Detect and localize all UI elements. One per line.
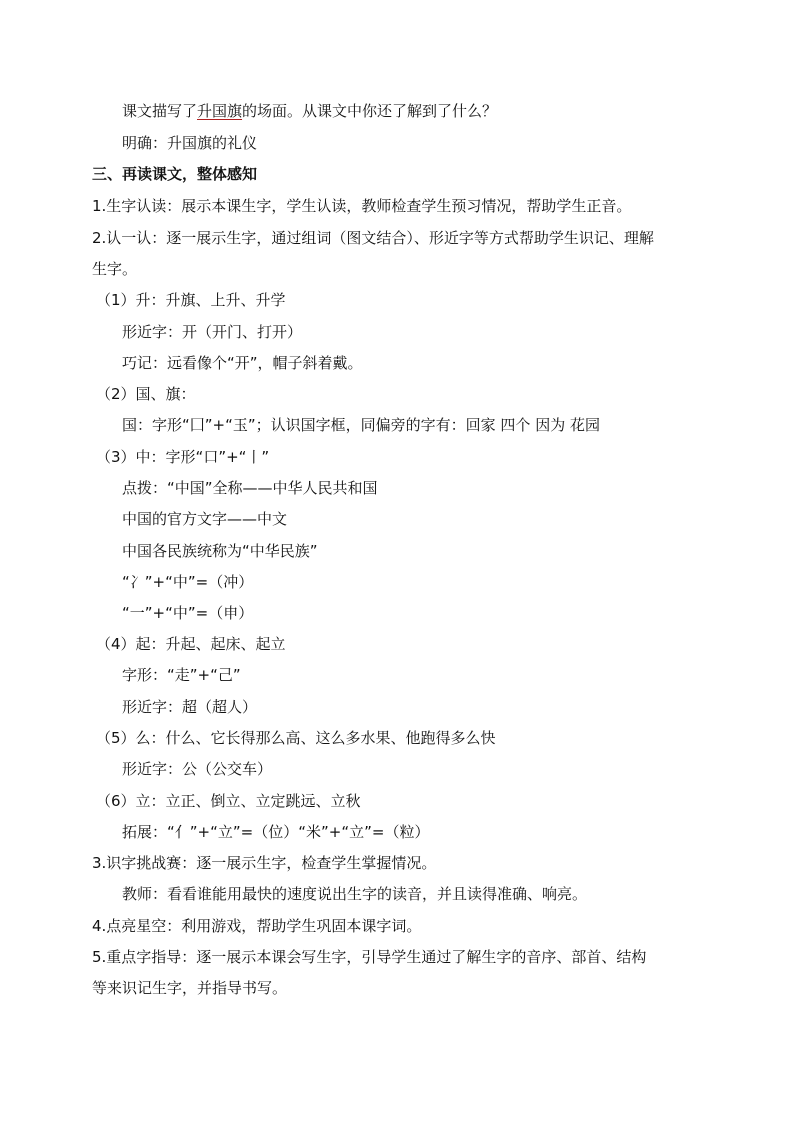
answer-line: 明确：升国旗的礼仪 [122, 134, 258, 152]
step-5-continued: 等来识记生字，并指导书写。 [92, 979, 288, 997]
item-5: （5）么：什么、它长得那么高、这么多水果、他跑得多么快 [96, 729, 496, 747]
item-3-nation: 中国各民族统称为“中华民族” [122, 542, 318, 560]
item-2: （2）国、旗： [96, 385, 196, 403]
step-4: 4.点亮星空：利用游戏，帮助学生巩固本课字词。 [92, 917, 422, 935]
item-3-combo-1: “冫”+“中”=（冲） [122, 573, 254, 591]
item-3-language: 中国的官方文字——中文 [122, 510, 288, 528]
step-1: 1.生字认读：展示本课生字，学生认读，教师检查学生预习情况，帮助学生正音。 [92, 197, 632, 215]
item-3-tip: 点拨：“中国”全称——中华人民共和国 [122, 479, 378, 497]
step-2-continued: 生字。 [92, 260, 138, 278]
item-4: （4）起：升起、起床、起立 [96, 635, 286, 653]
step-3-teacher: 教师：看看谁能用最快的速度说出生字的读音，并且读得准确、响亮。 [122, 885, 588, 903]
item-4-similar: 形近字：超（超人） [122, 698, 258, 716]
step-3: 3.识字挑战赛：逐一展示生字，检查学生掌握情况。 [92, 854, 437, 872]
item-3-combo-2: “一”+“中”=（申） [122, 604, 254, 622]
item-1-similar: 形近字：开（开门、打开） [122, 323, 303, 341]
item-1: （1）升：升旗、上升、升学 [96, 291, 286, 309]
question-line [122, 101, 497, 121]
item-5-similar: 形近字：公（公交车） [122, 760, 273, 778]
item-2-detail: 国：字形“囗”+“玉”；认识国字框，同偏旁的字有：回家 四个 因为 花园 [122, 416, 600, 434]
section-heading: 三、再读课文，整体感知 [92, 165, 258, 183]
item-6: （6）立：立正、倒立、立定跳远、立秋 [96, 792, 361, 810]
item-1-mnemonic: 巧记：远看像个“开”，帽子斜着戴。 [122, 354, 363, 372]
step-2: 2.认一认：逐一展示生字，通过组词（图文结合）、形近字等方式帮助学生识记、理解 [92, 229, 654, 247]
step-5: 5.重点字指导：逐一展示本课会写生字，引导学生通过了解生字的音序、部首、结构 [92, 948, 647, 966]
item-4-shape: 字形：“走”+“己” [122, 666, 241, 684]
highlighted-term: 升国旗 [197, 102, 243, 120]
question-text-pre: 课文描写了 [122, 102, 198, 120]
item-6-extension: 拓展：“亻”+“立”=（位）“米”+“立”=（粒） [122, 823, 430, 841]
question-text-post: 的场面。从课文中你还了解到了什么？ [242, 102, 498, 120]
item-3: （3）中：字形“口”+“丨” [96, 448, 270, 466]
